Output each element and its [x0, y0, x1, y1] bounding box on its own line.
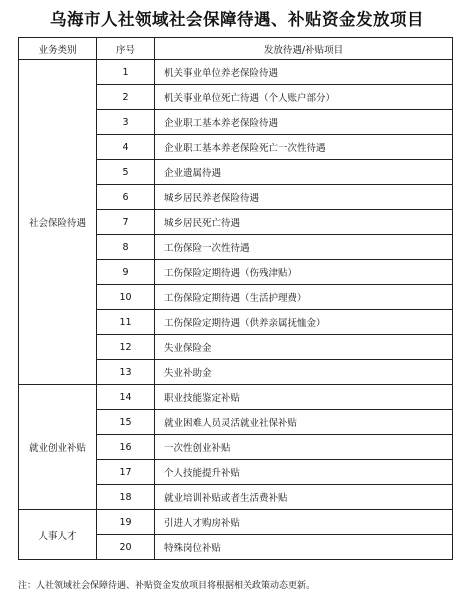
num-cell: 2 [97, 85, 155, 110]
num-cell: 19 [97, 510, 155, 535]
item-cell: 城乡居民死亡待遇 [155, 210, 453, 235]
table-row [19, 510, 453, 535]
item-cell: 企业遗属待遇 [155, 160, 453, 185]
num-cell: 18 [97, 485, 155, 510]
item-cell: 职业技能鉴定补贴 [155, 385, 453, 410]
num-cell: 5 [97, 160, 155, 185]
num-cell: 8 [97, 235, 155, 260]
num-cell: 10 [97, 285, 155, 310]
footnote: 注：人社领域社会保障待遇、补贴资金发放项目将根据相关政策动态更新。 [18, 581, 316, 591]
subsidy-table [18, 37, 453, 560]
num-cell: 3 [97, 110, 155, 135]
item-cell: 就业培训补贴或者生活费补贴 [155, 485, 453, 510]
num-cell: 6 [97, 185, 155, 210]
table-row [19, 60, 453, 85]
item-cell: 失业补助金 [155, 360, 453, 385]
category-cell: 就业创业补贴 [19, 385, 97, 510]
num-cell: 11 [97, 310, 155, 335]
item-cell: 工伤保险定期待遇（供养亲属抚恤金） [155, 310, 453, 335]
item-cell: 企业职工基本养老保险死亡一次性待遇 [155, 135, 453, 160]
num-cell: 13 [97, 360, 155, 385]
item-cell: 一次性创业补贴 [155, 435, 453, 460]
table-header-row [19, 38, 453, 60]
item-cell: 机关事业单位养老保险待遇 [155, 60, 453, 85]
num-cell: 4 [97, 135, 155, 160]
num-cell: 14 [97, 385, 155, 410]
table-row [19, 385, 453, 410]
item-cell: 引进人才购房补贴 [155, 510, 453, 535]
page-title: 乌海市人社领域社会保障待遇、补贴资金发放项目 [50, 10, 424, 29]
num-cell: 1 [97, 60, 155, 85]
item-cell: 工伤保险一次性待遇 [155, 235, 453, 260]
num-cell: 7 [97, 210, 155, 235]
category-cell: 人事人才 [19, 510, 97, 560]
category-cell: 社会保险待遇 [19, 60, 97, 385]
num-cell: 17 [97, 460, 155, 485]
num-cell: 9 [97, 260, 155, 285]
item-cell: 工伤保险定期待遇（生活护理费） [155, 285, 453, 310]
item-cell: 个人技能提升补贴 [155, 460, 453, 485]
item-cell: 特殊岗位补贴 [155, 535, 453, 560]
item-cell: 失业保险金 [155, 335, 453, 360]
header-num: 序号 [97, 38, 155, 60]
item-cell: 机关事业单位死亡待遇（个人账户部分） [155, 85, 453, 110]
num-cell: 16 [97, 435, 155, 460]
item-cell: 企业职工基本养老保险待遇 [155, 110, 453, 135]
header-category: 业务类别 [19, 38, 97, 60]
header-item: 发放待遇/补贴项目 [155, 38, 453, 60]
item-cell: 工伤保险定期待遇（伤残津贴） [155, 260, 453, 285]
item-cell: 城乡居民养老保险待遇 [155, 185, 453, 210]
num-cell: 15 [97, 410, 155, 435]
num-cell: 12 [97, 335, 155, 360]
item-cell: 就业困难人员灵活就业社保补贴 [155, 410, 453, 435]
num-cell: 20 [97, 535, 155, 560]
